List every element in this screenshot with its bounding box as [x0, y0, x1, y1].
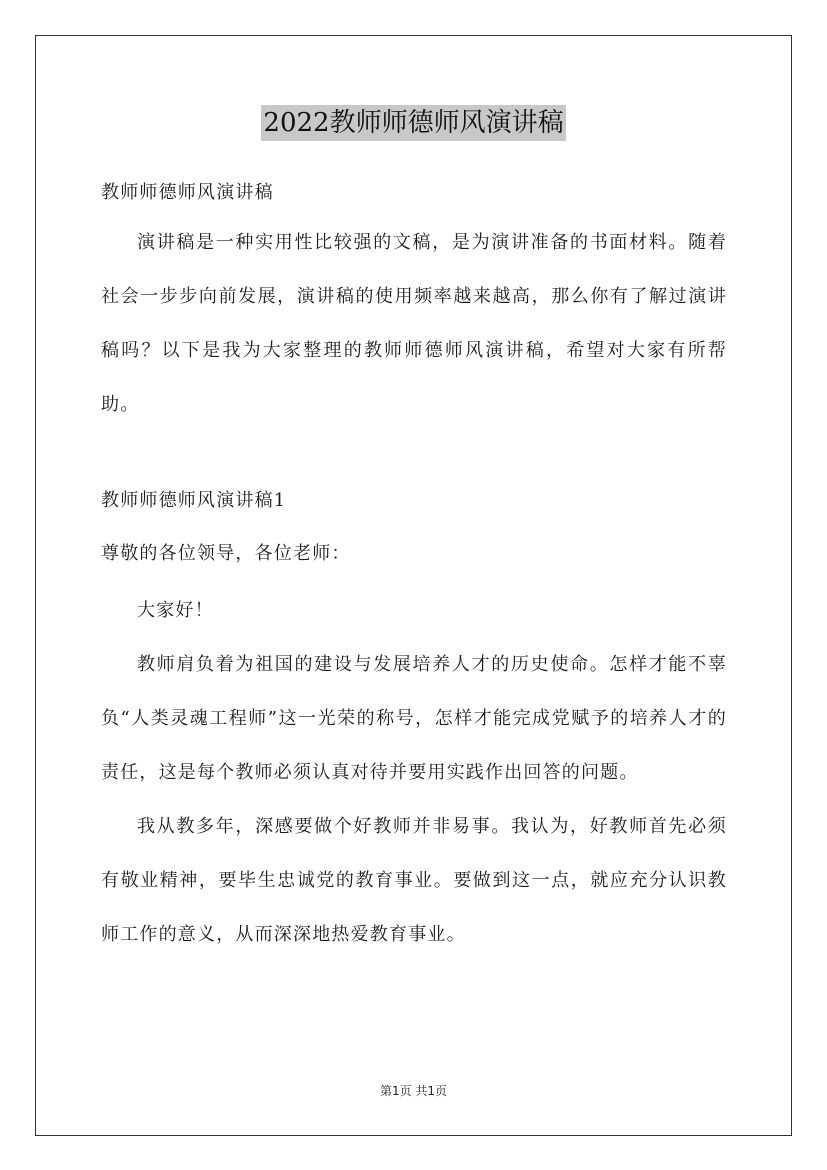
document-title: 2022教师师德师风演讲稿	[261, 105, 565, 141]
page-footer: 第1页 共1页	[379, 1084, 448, 1098]
section-title: 教师师德师风演讲稿1	[101, 490, 287, 511]
document-body	[101, 170, 727, 962]
document-subtitle: 教师师德师风演讲稿	[101, 182, 274, 203]
intro-paragraph: 演讲稿是一种实用性比较强的文稿，是为演讲准备的书面材料。随着社会一步步向前发展，演讲稿的使用频率越来越高，那么你有了解过演讲稿吗？以下是我为大家整理的教师师德师风演讲稿，希望对大家有所帮助。	[101, 232, 727, 415]
body-paragraph-2: 我从教多年，深感要做个好教师并非易事。我认为，好教师首先必须有敬业精神，要毕生忠诚党的教育事业。要做到这一点，就应充分认识教师工作的意义，从而深深地热爱教育事业。	[101, 816, 727, 945]
document-title-wrapper	[0, 105, 827, 141]
greeting: 大家好！	[137, 600, 214, 621]
body-paragraph-1: 教师肩负着为祖国的建设与发展培养人才的历史使命。怎样才能不辜负“人类灵魂工程师”这一光荣的称号，怎样才能完成党赋予的培养人才的责任，这是每个教师必须认真对待并要用实践作出回答的问题。	[101, 654, 727, 783]
salutation: 尊敬的各位领导，各位老师：	[101, 543, 351, 564]
spacer	[101, 432, 727, 478]
